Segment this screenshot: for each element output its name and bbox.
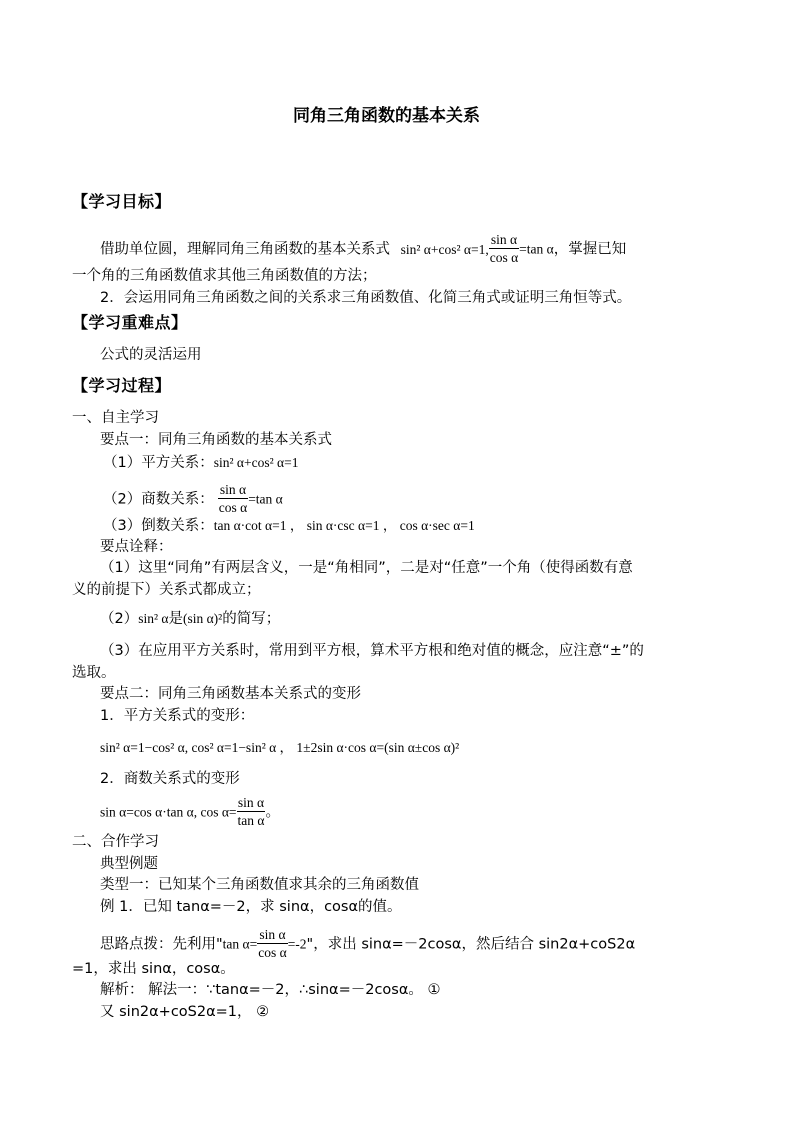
square-variation-heading: 1．平方关系式的变形： [100, 708, 255, 724]
goal-1-continued: 一个角的三角函数值求其他三角函数值的方法； [72, 268, 377, 284]
key-point-text: 公式的灵活运用 [100, 347, 202, 363]
section-heading-key-points: 【学习重难点】 [72, 313, 188, 332]
square-variation-formulas: sin² α=1−cos² α, cos² α=1−sin² α ， 1±2sin α·cos α=(sin α±cos α)² [100, 740, 460, 755]
reciprocal-relation: （3）倒数关系：tan α·cot α=1 ， sin α·csc α=1 ， cos α·sec α=1 [103, 518, 475, 534]
quotient-relation: （2）商数关系： $\frac{\text{sin α}}{\text{cos α}}$ =tan α [103, 482, 283, 515]
document-title: 同角三角函数的基本关系 [293, 106, 480, 126]
section-heading-process: 【学习过程】 [72, 376, 172, 395]
section-heading-goals: 【学习目标】 [72, 192, 172, 211]
notes-heading: 要点诠释： [100, 539, 173, 555]
note-3-continued: 选取。 [72, 665, 116, 681]
hint-line: 思路点拨：先利用"tan α= $\frac{\text{sin α}}{\text{cos α}}$ =-2"，求出 sinα=－2cosα，然后结合 sin2α+coS2α [100, 927, 636, 960]
solution-line-1: 解析： 解法一：∵tanα=－2，∴sinα=－2cosα。 ① [100, 982, 441, 998]
quotient-variation-heading: 2．商数关系式的变形 [100, 771, 240, 787]
note-1-continued: 义的前提下）关系式都成立； [72, 582, 261, 598]
quotient-variation-formulas: sin α=cos α·tan α, cos α= $\frac{\text{sin α}}{\text{tan α}}$ 。 [100, 795, 280, 828]
fraction-sin-over-cos: $\frac{\text{sin α}}{\text{cos α}}$ [489, 232, 519, 265]
solution-line-2: 又 sin2α+coS2α=1， ② [100, 1004, 270, 1020]
fraction-sin-over-cos: $\frac{\text{sin α}}{\text{cos α}}$ [258, 927, 287, 960]
type-1-heading: 类型一：已知某个三角函数值求其余的三角函数值 [100, 877, 419, 893]
goal-2: 2．会运用同角三角函数之间的关系求三角函数值、化简三角式或证明三角恒等式。 [100, 290, 632, 306]
point-1-heading: 要点一：同角三角函数的基本关系式 [100, 432, 332, 448]
point-2-heading: 要点二：同角三角函数基本关系式的变形 [100, 686, 361, 702]
formula-square-relation: sin² α+cos² α=1, [400, 241, 489, 257]
example-1: 例 1．已知 tanα=－2，求 sinα，cosα的值。 [100, 899, 402, 915]
square-relation: （1）平方关系：sin² α+cos² α=1 [103, 455, 299, 471]
fraction-sin-over-tan: $\frac{\text{sin α}}{\text{tan α}}$ [237, 795, 265, 828]
goal-1: 借助单位圆，理解同角三角函数的基本关系式 sin² α+cos² α=1, $\frac{\text{sin α}}{\text{cos α}}$ =tan α，掌握已知 [100, 232, 627, 265]
part-2-heading: 二、合作学习 [72, 834, 159, 850]
typical-examples-heading: 典型例题 [100, 856, 158, 872]
hint-line-continued: =1，求出 sinα，cosα。 [72, 961, 235, 977]
note-3: （3）在应用平方关系时，常用到平方根，算术平方根和绝对值的概念，应注意“±”的 [100, 643, 644, 659]
note-2: （2）sin² α是(sin α)²的简写； [100, 611, 281, 627]
part-1-heading: 一、自主学习 [72, 410, 159, 426]
fraction-sin-over-cos: $\frac{\text{sin α}}{\text{cos α}}$ [218, 482, 248, 515]
note-1: （1）这里“同角”有两层含义，一是“角相同”，二是对“任意”一个角（使得函数有意 [100, 560, 633, 576]
